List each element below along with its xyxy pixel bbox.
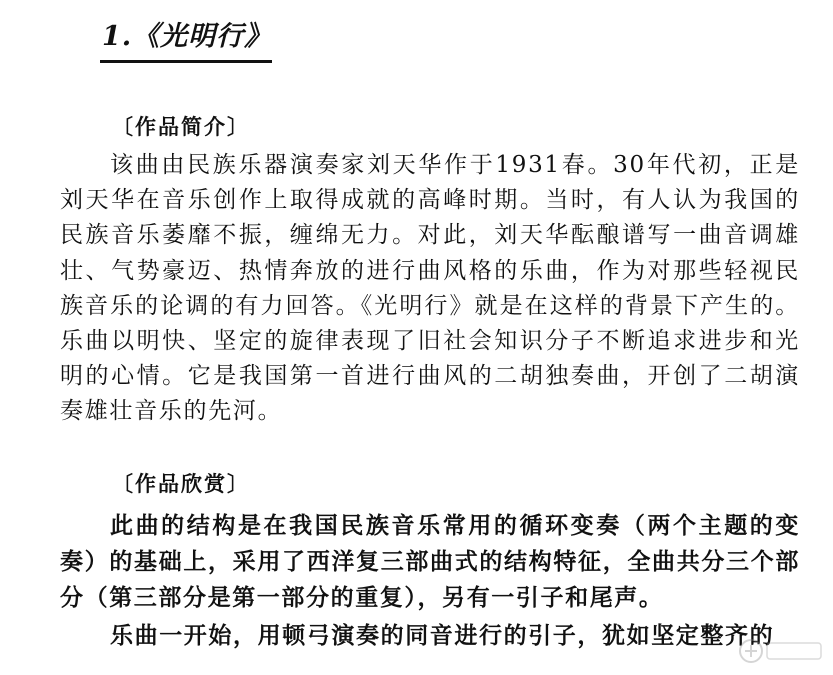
heading-work-appreciation: 〔作品欣赏〕 [112,471,250,496]
paragraph-introduction: 该曲由民族乐器演奏家刘天华作于1931春。30年代初，正是刘天华在音乐创作上取得成就的高峰时期。当时，有人认为我国的民族音乐萎靡不振，缠绵无力。对此，刘天华酝酿谱写一曲音调雄壮、气势豪迈、热情奔放的进行曲风格的乐曲，作为对那些轻视民族音乐的论调的有力回答。《光明行》就是在这样的背景下产生的。乐曲以明快、坚定的旋律表现了旧社会知识分子不断追求进步和光明的心情。它是我国第一首进行曲风的二胡独奏曲，开创了二胡演奏雄壮音乐的先河。 [60,152,800,425]
paragraph-opening: 乐曲一开始，用顿弓演奏的同音进行的引子，犹如坚定整齐的 [110,622,775,649]
paragraph-structure: 此曲的结构是在我国民族音乐常用的循环变奏（两个主题的变奏）的基础上，采用了西洋复三部曲式的结构特征，全曲共分三个部分（第三部分是第一部分的重复），另有一引子和尾声。 [60,512,800,611]
watermark-logo-icon [737,635,827,667]
section-title: 1.《光明行》 [102,21,273,52]
title-underline [100,60,272,63]
heading-work-introduction: 〔作品简介〕 [112,114,250,139]
